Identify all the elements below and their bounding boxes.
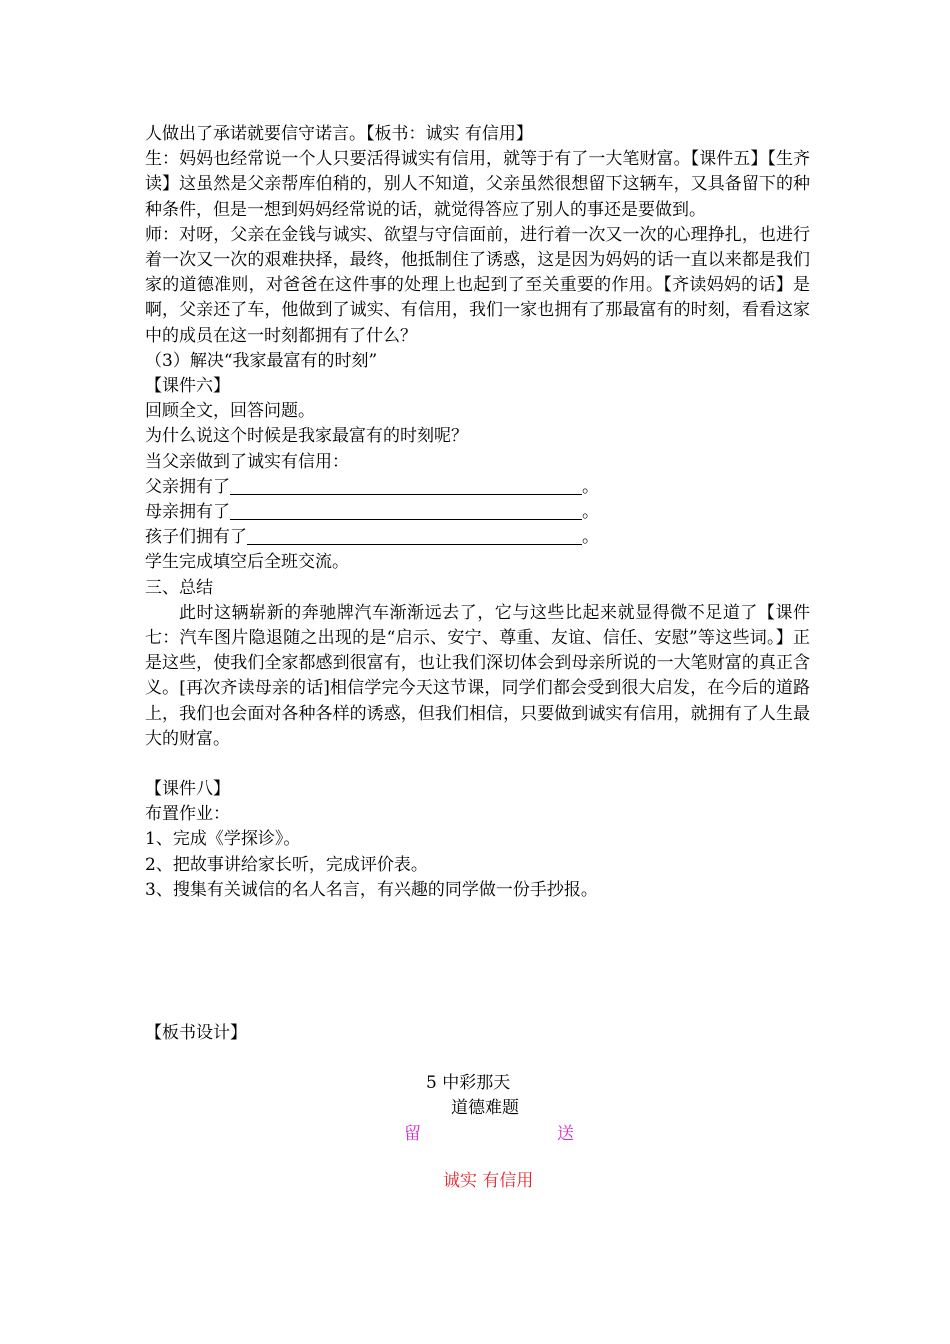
fill-label: 父亲拥有了 [145, 476, 230, 497]
fill-end: 。 [582, 527, 599, 548]
homework-item: 3、搜集有关诚信的名人名言，有兴趣的同学做一份手抄报。 [145, 879, 598, 900]
homework-item: 1、完成《学探诊》。 [145, 829, 301, 850]
fill-blank [247, 526, 582, 545]
fill-blank [230, 476, 582, 495]
fill-label: 孩子们拥有了 [145, 527, 247, 548]
paragraph: 回顾全文，回答问题。 [145, 401, 315, 422]
paragraph: 生：妈妈也经常说一个人只要活得诚实有信用，就等于有了一大笔财富。【课件五】【生齐读】这虽然是父亲帮库伯稍的，别人不知道，父亲虽然很想留下这辆车，又具备留下的种种条件，但是一想到妈妈经常说的话，就觉得答应了别人的事还是要做到。 [145, 149, 810, 220]
section-heading: 三、总结 [145, 577, 213, 598]
board-conclusion: 诚实 有信用 [443, 1171, 534, 1191]
board-lesson-title: 5 中彩那天 [426, 1073, 511, 1093]
fill-label: 母亲拥有了 [145, 502, 230, 523]
paragraph: 学生完成填空后全班交流。 [145, 552, 349, 573]
paragraph: （3）解决“我家最富有的时刻” [145, 350, 378, 371]
board-right-word: 送 [557, 1124, 574, 1144]
fill-line-mother [145, 500, 810, 525]
fill-line-children [145, 525, 810, 550]
summary-paragraph: 此时这辆崭新的奔驰牌汽车渐渐远去了，它与这些比起来就显得微不足道了【课件七：汽车图片隐退随之出现的是“启示、安宁、尊重、友谊、信任、安慰”等这些词。】正是这些，使我们全家都感到很富有，也让我们深切体会到母亲所说的一大笔财富的真正含义。[再次齐读母亲的话]相信学完今天这节课，同学们都会受到很大启发，在今后的道路上，我们也会面对各种各样的诱惑，但我们相信，只要做到诚实有信用，就拥有了人生最大的财富。 [145, 602, 810, 749]
lesson-body [145, 122, 810, 903]
paragraph: 为什么说这个时候是我家最富有的时刻呢？ [145, 426, 468, 447]
fill-end: 。 [582, 502, 599, 523]
paragraph: 当父亲做到了诚实有信用： [145, 451, 349, 472]
fill-blank [230, 501, 582, 520]
homework-intro: 布置作业： [145, 804, 230, 825]
board-left-word: 留 [404, 1124, 421, 1144]
board-topic: 道德难题 [451, 1098, 519, 1118]
fill-line-father [145, 475, 810, 500]
homework-item: 2、把故事讲给家长听，完成评价表。 [145, 854, 428, 875]
paragraph: 【课件六】 [145, 376, 230, 397]
board-title: 【板书设计】 [145, 1023, 247, 1043]
paragraph: 人做出了承诺就要信守诺言。【板书：诚实 有信用】 [145, 124, 533, 144]
spacer [145, 752, 810, 777]
fill-end: 。 [582, 476, 599, 497]
paragraph: 师：对呀，父亲在金钱与诚实、欲望与守信面前，进行着一次又一次的心理挣扎，也进行着一次又一次的艰难抉择，最终，他抵制住了诱惑，这是因为妈妈的话一直以来都是我们家的道德准则，对爸爸在这件事的处理上也起到了至关重要的作用。【齐读妈妈的话】是啊，父亲还了车，他做到了诚实、有信用，我们一家也拥有了那最富有的时刻，看看这家中的成员在这一时刻都拥有了什么？ [145, 224, 810, 346]
homework-header: 【课件八】 [145, 779, 230, 800]
